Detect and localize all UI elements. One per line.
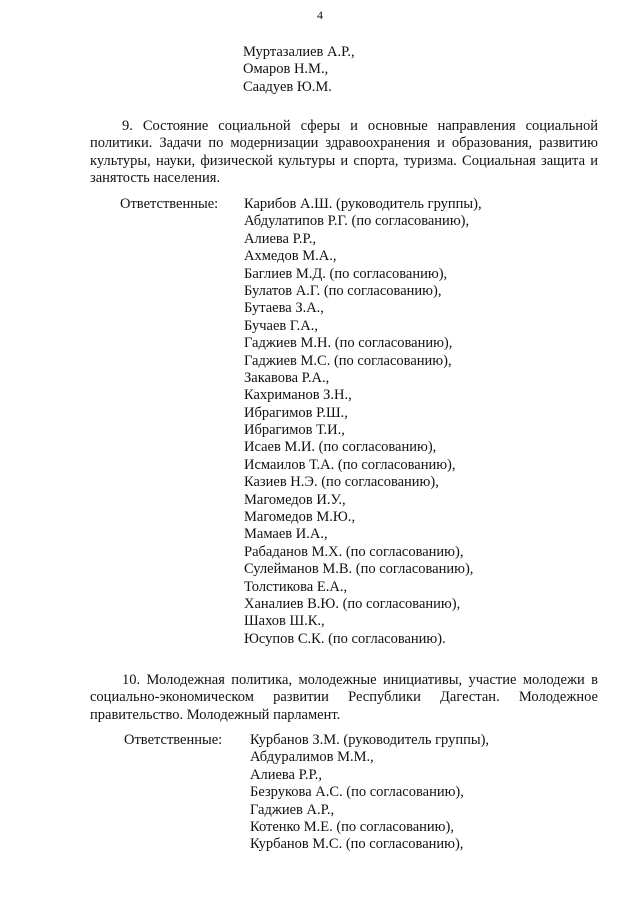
section-9-name-item: Мамаев И.А., [244,526,328,543]
section-9-name-item: Ахмедов М.А., [244,248,337,265]
section-10-paragraph: 10. Молодежная политика, молодежные инициативы, участие молодежи в социально-экономическом развитии Республики Дагестан. Молодежное правительство. Молодежный парламент. [90,672,598,723]
section-9-name-item: Бучаев Г.А., [244,317,318,334]
section-10-name-item: Абдуралимов М.М., [250,749,374,766]
section-9-name-item: Сулейманов М.В. (по согласованию), [244,561,474,578]
section-9-name-item: Бутаева З.А., [244,300,324,317]
top-name-item: Муртазалиев А.Р., [243,44,355,60]
section-9-name-item: Казиев Н.Э. (по согласованию), [244,474,439,491]
section-9-name-item: Рабаданов М.Х. (по согласованию), [244,543,464,560]
section-10-name-item: Курбанов З.М. (руководитель группы), [250,732,490,748]
section-9-name-item: Исмаилов Т.А. (по согласованию), [244,456,456,473]
section-9-name-item: Закавова Р.А., [244,369,330,386]
section-10-name-item: Гаджиев А.Р., [250,801,335,818]
section-9-name-item: Ибрагимов Т.И., [244,422,345,439]
section-9-name-item: Юсупов С.К. (по согласованию). [244,630,446,647]
section-10-name-item: Алиева Р.Р., [250,766,322,783]
section-9-name-item: Кахриманов З.Н., [244,387,352,404]
section-10-responsible-label: Ответственные: [124,732,223,748]
section-10-name-item: Котенко М.Е. (по согласованию), [250,818,454,835]
section-9-name-item: Баглиев М.Д. (по согласованию), [244,265,448,282]
section-10-name-item: Курбанов М.С. (по согласованию), [250,836,464,853]
section-9-name-item: Шахов Ш.К., [244,613,325,630]
section-9-name-item: Магомедов И.У., [244,491,346,508]
section-9-paragraph: 9. Состояние социальной сферы и основные направления социальной политики. Задачи по модернизации здравоохранения и образования, развитию культуры, науки, физической культуры и спорта, туризма. Социальная защита и занятость населения. [90,118,598,187]
section-9-name-item: Магомедов М.Ю., [244,509,356,526]
section-10-name-item: Безрукова А.С. (по согласованию), [250,784,464,801]
top-names-list [243,44,355,96]
section-9-name-item: Гаджиев М.С. (по согласованию), [244,352,452,369]
section-9-name-item: Толстикова Е.А., [244,578,348,595]
section-9-name-item: Карибов А.Ш. (руководитель группы), [244,196,482,212]
section-10-names-list [250,732,489,854]
section-9-name-item: Алиева Р.Р., [244,230,316,247]
section-9-name-item: Булатов А.Г. (по согласованию), [244,282,442,299]
section-9-name-item: Гаджиев М.Н. (по согласованию), [244,335,453,352]
section-9-responsible-label: Ответственные: [120,196,219,212]
section-9-names-list [244,196,482,648]
section-9-name-item: Исаев М.И. (по согласованию), [244,439,437,456]
section-9-name-item: Ханалиев В.Ю. (по согласованию), [244,595,461,612]
top-name-item: Саадуев Ю.М. [243,78,332,95]
page-number: 4 [317,8,323,22]
section-9-name-item: Ибрагимов Р.Ш., [244,404,348,421]
section-9-name-item: Абдулатипов Р.Г. (по согласованию), [244,213,470,230]
top-name-item: Омаров Н.М., [243,61,329,78]
